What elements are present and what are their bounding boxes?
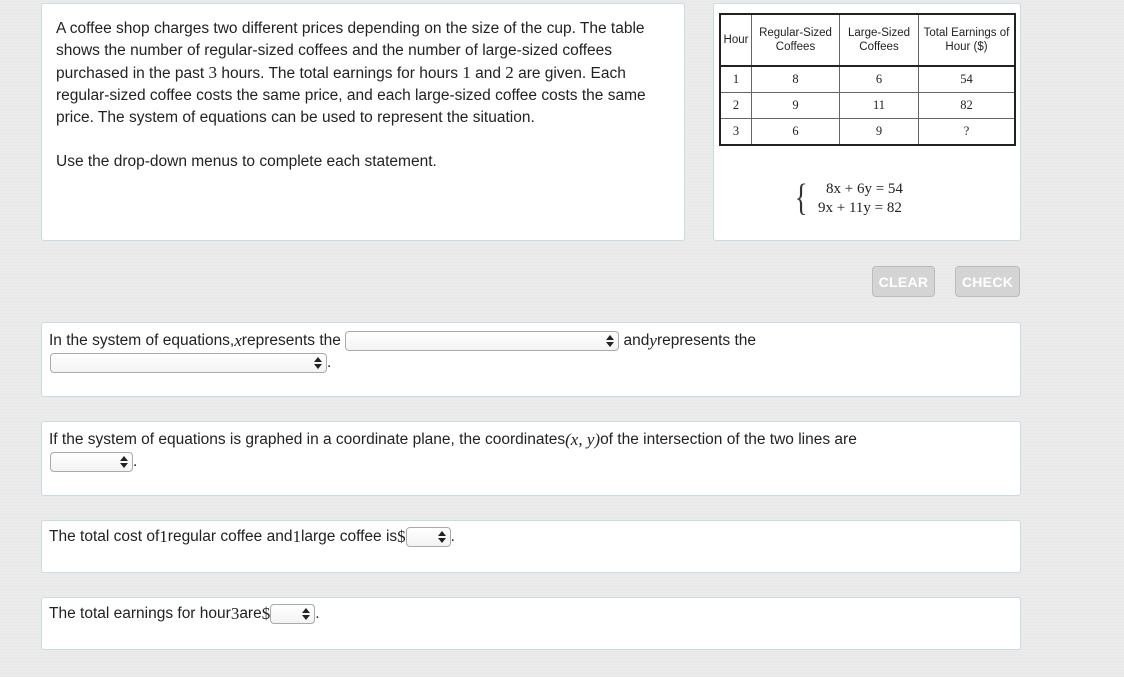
coffee-sales-table <box>719 13 1016 146</box>
up-down-arrows-icon <box>606 334 614 348</box>
question-1-line-2: . <box>50 353 331 373</box>
cell: 8 <box>752 66 840 93</box>
header-regular: Regular-Sized Coffees <box>752 14 840 66</box>
cell: 9 <box>840 119 919 146</box>
data-panel <box>713 3 1021 241</box>
instruction-text: Use the drop-down menus to complete each statement. <box>56 153 437 170</box>
cell: 6 <box>840 66 919 93</box>
header-total: Total Earnings of Hour ($) <box>919 14 1016 66</box>
question-4-line: The total earnings for hour 3 are $ . <box>49 604 320 623</box>
problem-statement-panel <box>41 3 685 241</box>
table-row <box>720 66 1015 93</box>
cell: 9 <box>752 93 840 119</box>
table-row <box>720 93 1015 119</box>
header-large: Large-Sized Coffees <box>840 14 919 66</box>
question-2-line-2: . <box>50 452 137 472</box>
x-meaning-select[interactable] <box>345 331 619 351</box>
question-2-panel <box>41 421 1021 496</box>
problem-paragraph: A coffee shop charges two different prices depending on the size of the cup. The table shows the number of regular-sized coffees and the number of large-sized coffees purchased in the past 3 hours. The total earnings for hours 1 and 2 are given. Each regular-sized coffee costs the same price, and each large-sized coffee costs the same price. The system of equations can be used to represent the situation. <box>56 20 646 126</box>
equation-2: 9x + 11y = 82 <box>818 200 902 216</box>
up-down-arrows-icon <box>120 455 128 469</box>
question-1-line-1: In the system of equations, x represents the and y represents the <box>49 331 757 350</box>
cell: 11 <box>840 93 919 119</box>
header-hour: Hour <box>720 14 752 66</box>
question-2-line-1: If the system of equations is graphed in a coordinate plane, the coordinates (x, y) of the intersection of the two lines are <box>49 430 857 449</box>
hour-3-earnings-select[interactable] <box>270 604 315 624</box>
y-meaning-select[interactable] <box>50 353 327 373</box>
cell: 3 <box>720 119 752 146</box>
question-1-panel <box>41 322 1021 397</box>
question-3-line: The total cost of 1 regular coffee and 1 large coffee is $ . <box>49 527 455 546</box>
clear-button[interactable]: CLEAR <box>872 266 935 297</box>
cell: 54 <box>919 66 1016 93</box>
table-row <box>720 119 1015 146</box>
question-3-panel <box>41 520 1021 573</box>
cell: 6 <box>752 119 840 146</box>
brace-icon: { <box>794 177 808 219</box>
cell: ? <box>919 119 1016 146</box>
up-down-arrows-icon <box>314 356 322 370</box>
total-cost-select[interactable] <box>406 527 451 547</box>
up-down-arrows-icon <box>438 530 446 544</box>
check-button[interactable]: CHECK <box>955 266 1020 297</box>
cell: 82 <box>919 93 1016 119</box>
question-4-panel <box>41 597 1021 650</box>
equation-1: 8x + 6y = 54 <box>826 181 903 197</box>
intersection-select[interactable] <box>50 452 133 472</box>
cell: 1 <box>720 66 752 93</box>
table-header-row <box>720 14 1015 66</box>
system-of-equations <box>792 176 942 220</box>
cell: 2 <box>720 93 752 119</box>
up-down-arrows-icon <box>302 607 310 621</box>
